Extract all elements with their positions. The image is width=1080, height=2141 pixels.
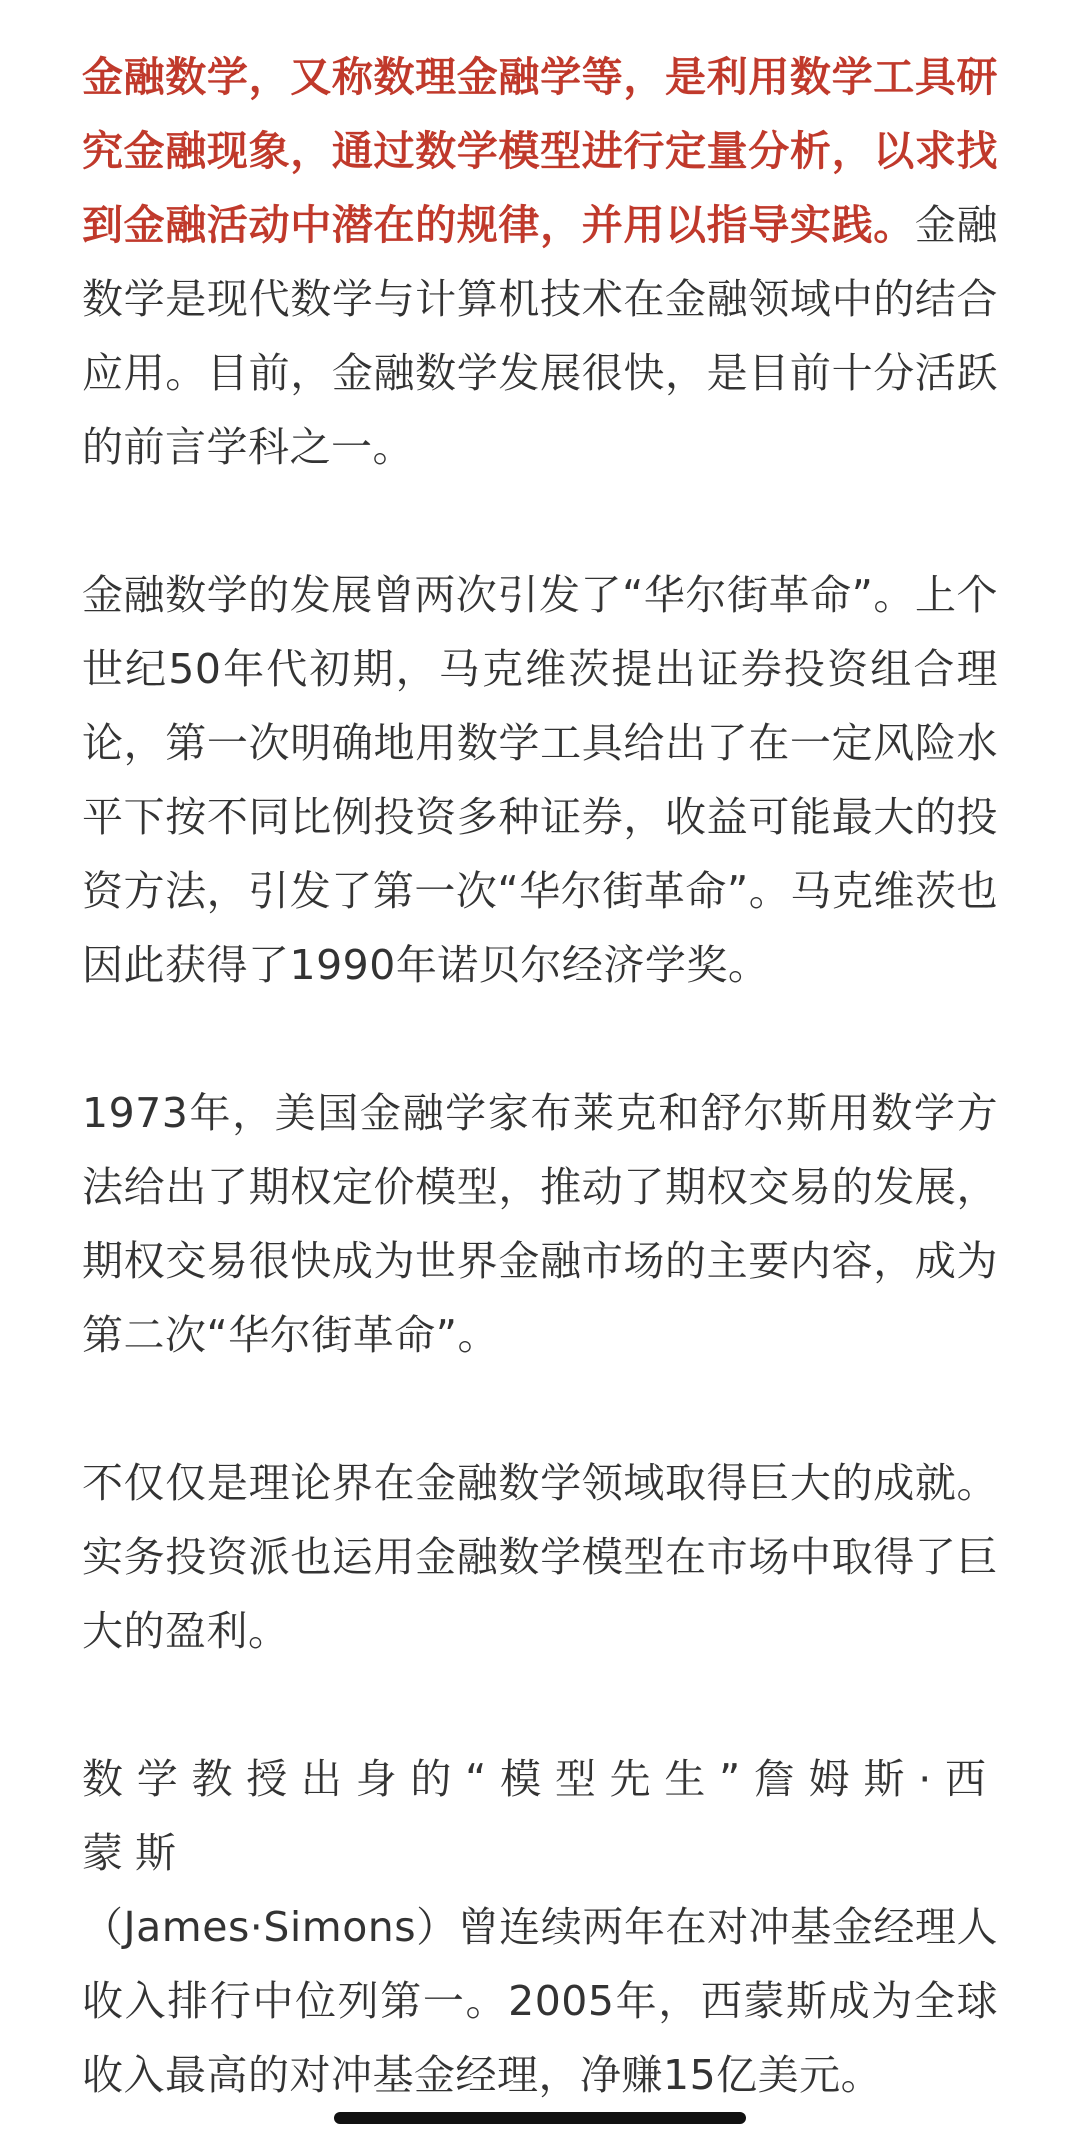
simons-details: （James·Simons）曾连续两年在对冲基金经理人收入排行中位列第一。2005年，西蒙斯成为全球收入最高的对冲基金经理，净赚15亿美元。	[82, 1903, 998, 2099]
simons-intro-line: 数学教授出身的“模型先生”詹姆斯·西蒙斯	[82, 1755, 998, 1877]
paragraph-james-simons	[82, 1742, 998, 2112]
paragraph-option-pricing: 1973年，美国金融学家布莱克和舒尔斯用数学方法给出了期权定价模型，推动了期权交易的发展，期权交易很快成为世界金融市场的主要内容，成为第二次“华尔街革命”。	[82, 1089, 998, 1359]
paragraph-practical-profits: 不仅仅是理论界在金融数学领域取得巨大的成就。实务投资派也运用金融数学模型在市场中取得了巨大的盈利。	[82, 1459, 998, 1655]
paragraph-wall-street-revolution: 金融数学的发展曾两次引发了“华尔街革命”。上个世纪50年代初期，马克维茨提出证券投资组合理论，第一次明确地用数学工具给出了在一定风险水平下按不同比例投资多种证券，收益可能最大的投资方法，引发了第一次“华尔街革命”。马克维茨也因此获得了1990年诺贝尔经济学奖。	[82, 571, 998, 989]
paragraph-definition	[82, 40, 998, 484]
definition-continuation: 金融数学是现代数学与计算机技术在金融领域中的结合应用。目前，金融数学发展很快，是目前十分活跃的前言学科之一。	[82, 201, 999, 471]
highlighted-definition: 金融数学，又称数理金融学等，是利用数学工具研究金融现象，通过数学模型进行定量分析，以求找到金融活动中潜在的规律，并用以指导实践。	[82, 53, 998, 249]
home-indicator[interactable]	[334, 2112, 746, 2124]
article-body	[82, 40, 998, 2112]
